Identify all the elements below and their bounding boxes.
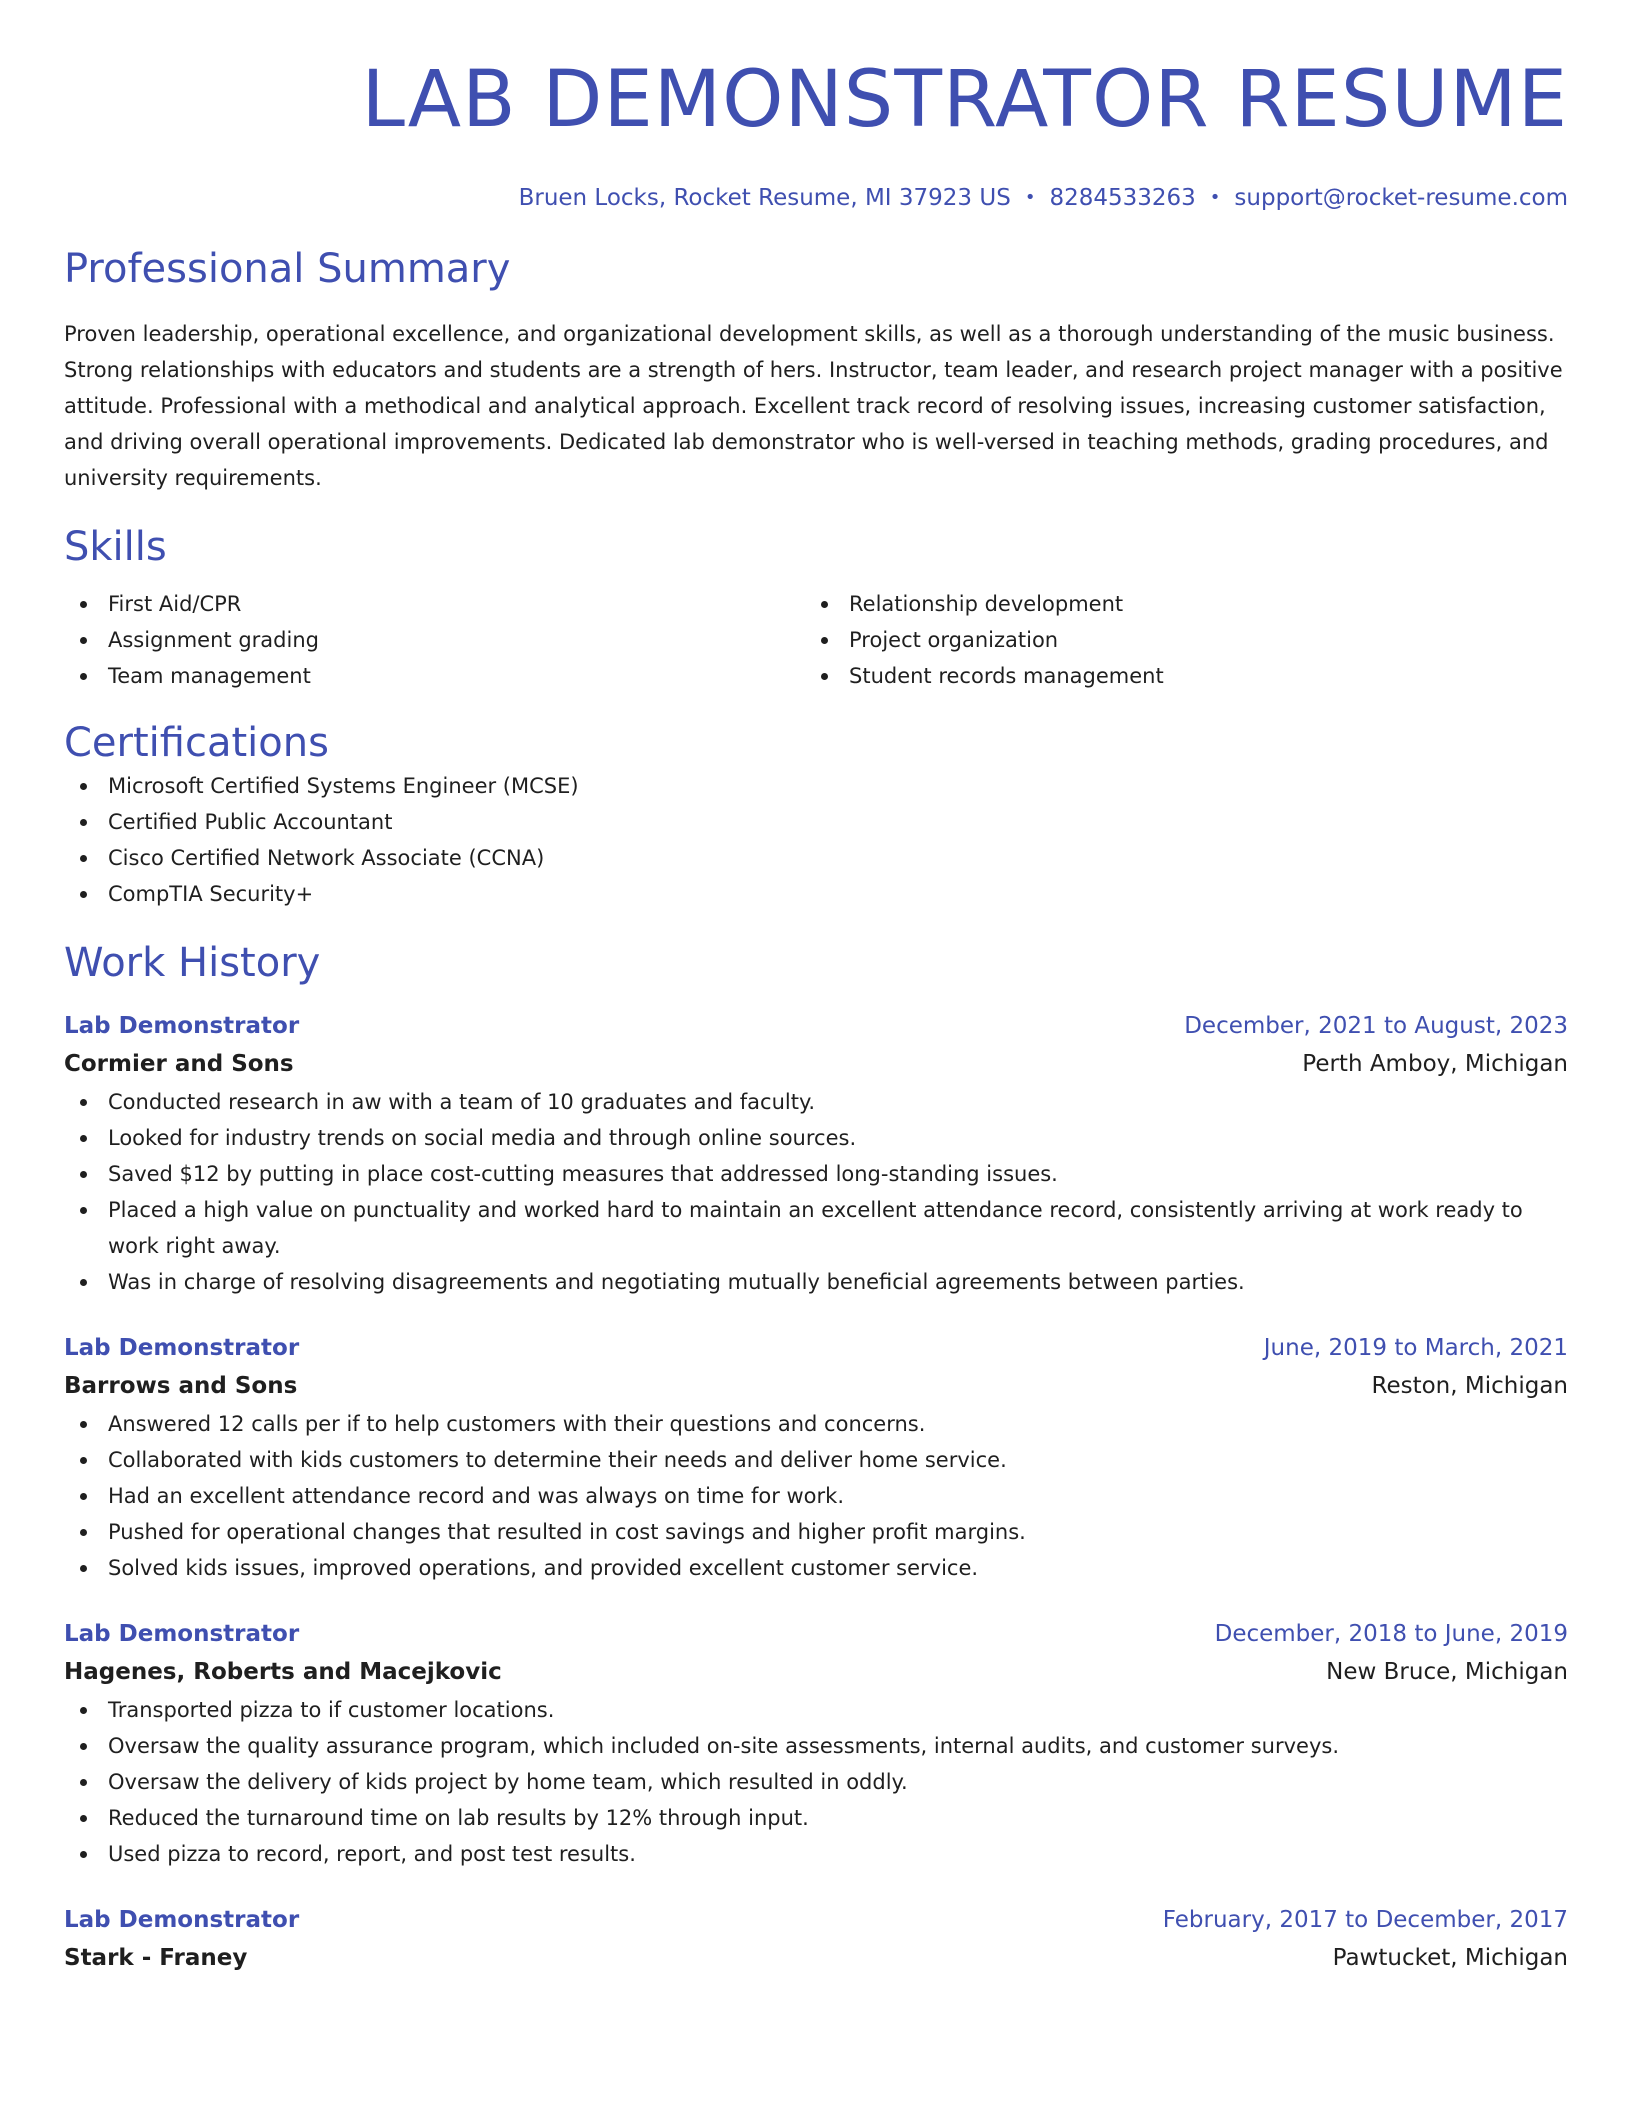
job-role: Lab Demonstrator xyxy=(64,1621,300,1647)
certification-item: Certified Public Accountant xyxy=(64,804,1568,840)
skills-list-right xyxy=(805,586,1546,694)
job-company-row xyxy=(64,1652,1568,1692)
skills-heading: Skills xyxy=(64,524,167,570)
job-bullet: Placed a high value on punctuality and worked hard to maintain an excellent attendance record, consistently arriving at work ready to work right away. xyxy=(64,1192,1568,1264)
job-bullet: Had an excellent attendance record and was always on time for work. xyxy=(64,1478,1568,1514)
job-location: New Bruce, Michigan xyxy=(1326,1659,1568,1685)
skills-grid xyxy=(64,586,1568,694)
certification-item: CompTIA Security+ xyxy=(64,876,1568,912)
job-bullet-list xyxy=(64,1406,1568,1586)
skill-item: Project organization xyxy=(805,622,1546,658)
contact-email: support@rocket-resume.com xyxy=(1234,185,1568,211)
job-bullet: Collaborated with kids customers to determine their needs and deliver home service. xyxy=(64,1442,1568,1478)
job-bullet: Pushed for operational changes that resulted in cost savings and higher profit margins. xyxy=(64,1514,1568,1550)
job-bullet: Transported pizza to if customer locations. xyxy=(64,1692,1568,1728)
job-header-row xyxy=(64,1902,1568,1938)
skill-item: Student records management xyxy=(805,658,1546,694)
skill-item: Assignment grading xyxy=(64,622,805,658)
job-bullet: Saved $12 by putting in place cost-cutting measures that addressed long-standing issues. xyxy=(64,1156,1568,1192)
job-bullet: Used pizza to record, report, and post test results. xyxy=(64,1836,1568,1872)
skills-list-left xyxy=(64,586,805,694)
summary-heading: Professional Summary xyxy=(64,246,511,292)
job-entry xyxy=(64,1616,1568,1872)
job-entry xyxy=(64,1008,1568,1300)
job-company-row xyxy=(64,1938,1568,1978)
job-bullet: Oversaw the quality assurance program, which included on-site assessments, internal audits, and customer surveys. xyxy=(64,1728,1568,1764)
job-bullet: Conducted research in aw with a team of 10 graduates and faculty. xyxy=(64,1084,1568,1120)
job-company-row xyxy=(64,1366,1568,1406)
certification-item: Microsoft Certified Systems Engineer (MCSE) xyxy=(64,768,1568,804)
job-entry xyxy=(64,1902,1568,1978)
job-location: Pawtucket, Michigan xyxy=(1332,1945,1568,1971)
job-location: Reston, Michigan xyxy=(1371,1373,1568,1399)
job-bullet: Oversaw the delivery of kids project by home team, which resulted in oddly. xyxy=(64,1764,1568,1800)
skill-item: First Aid/CPR xyxy=(64,586,805,622)
contact-separator: • xyxy=(1209,187,1221,208)
job-bullet: Looked for industry trends on social media and through online sources. xyxy=(64,1120,1568,1156)
contact-phone: 8284533263 xyxy=(1049,185,1196,211)
job-bullet: Was in charge of resolving disagreements and negotiating mutually beneficial agreements between parties. xyxy=(64,1264,1568,1300)
contact-separator: • xyxy=(1024,187,1036,208)
page-title: LAB DEMONSTRATOR RESUME xyxy=(361,55,1568,145)
skill-item: Relationship development xyxy=(805,586,1546,622)
job-location: Perth Amboy, Michigan xyxy=(1302,1051,1568,1077)
job-role: Lab Demonstrator xyxy=(64,1335,300,1361)
job-bullet: Answered 12 calls per if to help customers with their questions and concerns. xyxy=(64,1406,1568,1442)
job-entry xyxy=(64,1330,1568,1586)
job-header-row xyxy=(64,1008,1568,1044)
job-dates: February, 2017 to December, 2017 xyxy=(1162,1907,1568,1933)
certifications-heading: Certifications xyxy=(64,720,329,766)
contact-address: Bruen Locks, Rocket Resume, MI 37923 US xyxy=(518,185,1011,211)
job-dates: December, 2021 to August, 2023 xyxy=(1184,1013,1568,1039)
contact-line xyxy=(64,182,1568,214)
job-company-row xyxy=(64,1044,1568,1084)
job-role: Lab Demonstrator xyxy=(64,1013,300,1039)
job-company: Hagenes, Roberts and Macejkovic xyxy=(64,1659,502,1685)
work-history-heading: Work History xyxy=(64,940,321,986)
job-company: Cormier and Sons xyxy=(64,1051,294,1077)
certifications-list xyxy=(64,768,1568,912)
certification-item: Cisco Certified Network Associate (CCNA) xyxy=(64,840,1568,876)
job-bullet: Reduced the turnaround time on lab results by 12% through input. xyxy=(64,1800,1568,1836)
job-company: Barrows and Sons xyxy=(64,1373,298,1399)
job-header-row xyxy=(64,1616,1568,1652)
job-dates: December, 2018 to June, 2019 xyxy=(1214,1621,1568,1647)
job-company: Stark - Franey xyxy=(64,1945,248,1971)
job-bullet-list xyxy=(64,1084,1568,1300)
job-header-row xyxy=(64,1330,1568,1366)
resume-header xyxy=(64,0,1568,214)
job-bullet: Solved kids issues, improved operations, and provided excellent customer service. xyxy=(64,1550,1568,1586)
job-dates: June, 2019 to March, 2021 xyxy=(1263,1335,1568,1361)
job-role: Lab Demonstrator xyxy=(64,1907,300,1933)
summary-text: Proven leadership, operational excellence, and organizational development skills, as well as a thorough understanding of the music business. Strong relationships with educators and students are a strength of hers. Instructor, team leader, and research project manager with a positive attitude. Professional with a methodical and analytical approach. Excellent track record of resolving issues, increasing customer satisfaction, and driving overall operational improvements. Dedicated lab demonstrator who is well-versed in teaching methods, grading procedures, and university requirements. xyxy=(64,322,1563,490)
skill-item: Team management xyxy=(64,658,805,694)
job-bullet-list xyxy=(64,1692,1568,1872)
